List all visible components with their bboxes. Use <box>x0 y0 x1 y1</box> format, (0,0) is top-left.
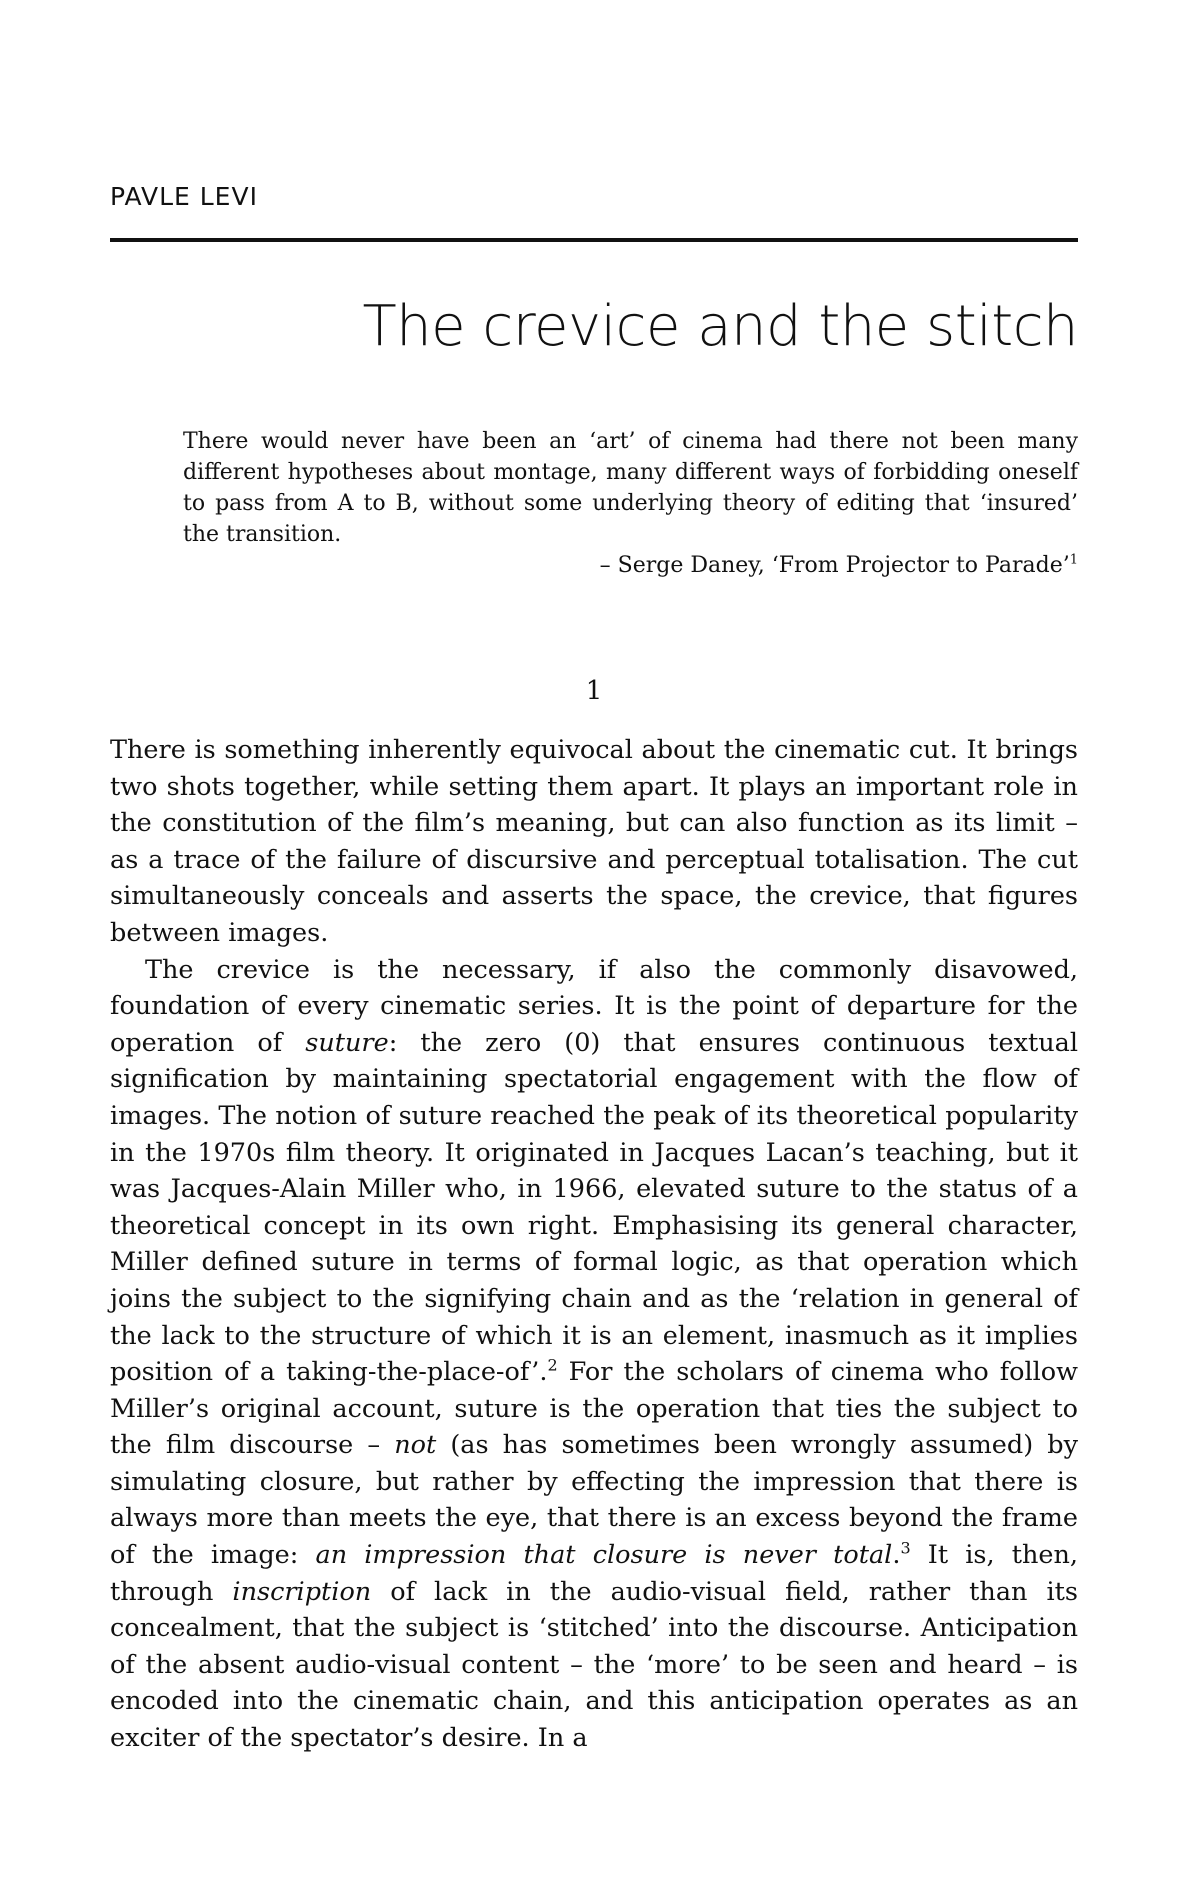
epigraph <box>183 426 1078 581</box>
footnote-ref-1: 1 <box>1069 552 1078 568</box>
paragraph-2 <box>110 952 1078 1757</box>
paragraph-2-part: (as has sometimes been wrongly assumed) by simulating closure, but rather by effecting the impression that there is always more than meets the eye, that there is an excess beyond the frame of the image: <box>110 1430 1078 1571</box>
italic-impression: an impression that closure is never total <box>315 1540 893 1571</box>
paragraph-1: There is something inherently equivocal about the cinematic cut. It brings two shots together, while setting them apart. It plays an important role in the constitution of the film’s meaning, but can also function as its limit – as a trace of the failure of discursive and perceptual totalisation. The cut simultaneously conceals and asserts the space, the crevice, that figures between images. <box>110 735 1078 948</box>
paragraph-2-part: For the scholars of cinema who follow Miller’s original account, suture is the operation that ties the subject to the film discourse – <box>110 1357 1078 1461</box>
epigraph-attribution <box>183 550 1078 581</box>
paragraph-2-part: The crevice is the necessary, if also the commonly disavowed, foundation of every cinematic series. It is the point of departure for the operation of <box>110 954 1078 1058</box>
italic-suture: suture <box>305 1027 389 1058</box>
footnote-ref-2: 2 <box>547 1355 558 1375</box>
paragraph-2-part: : the zero (0) that ensures continuous textual signification by maintaining spectatorial engagement with the flow of images. The notion of suture reached the peak of its theoretical popularity in the 1970s film theory. It originated in Jacques Lacan’s teaching, but it was Jacques-Alain Miller who, in 1966, elevated suture to the status of a theoretical concept in its own right. Emphasising its general character, Miller defined suture in terms of formal logic, as that operation which joins the subject to the signifying chain and as the ‘relation in general of the lack to the structure of which it is an element, inasmuch as it implies position of a taking-the-place-of’. <box>110 1027 1078 1388</box>
italic-not: not <box>394 1430 437 1461</box>
running-head-author: PAVLE LEVI <box>110 182 258 211</box>
footnote-ref-3: 3 <box>900 1538 911 1558</box>
paragraph-2-part: of lack in the audio-visual field, rather than its concealment, that the subject is ‘stitched’ into the discourse. Anticipation of the absent audio-visual content – the ‘more’ to be seen and heard – is encoded into the cinematic chain, and this anticipation operates as an exciter of the spectator’s desire. In a <box>110 1576 1078 1754</box>
body-text <box>110 732 1078 1757</box>
paragraph-2-part: . <box>892 1540 901 1571</box>
header-rule <box>110 238 1078 242</box>
chapter-title: The crevice and the stitch <box>362 294 1078 359</box>
paragraph-2-part: It is, then, through <box>110 1540 1078 1607</box>
italic-inscription: inscription <box>232 1576 372 1607</box>
section-number: 1 <box>585 676 603 706</box>
epigraph-attribution-text: – Serge Daney, ‘From Projector to Parade’ <box>599 553 1070 578</box>
epigraph-quote: There would never have been an ‘art’ of cinema had there not been many different hypotheses about montage, many different ways of forbidding oneself to pass from A to B, without some underlying theory of editing that ‘insured’ the transition. <box>183 429 1078 547</box>
